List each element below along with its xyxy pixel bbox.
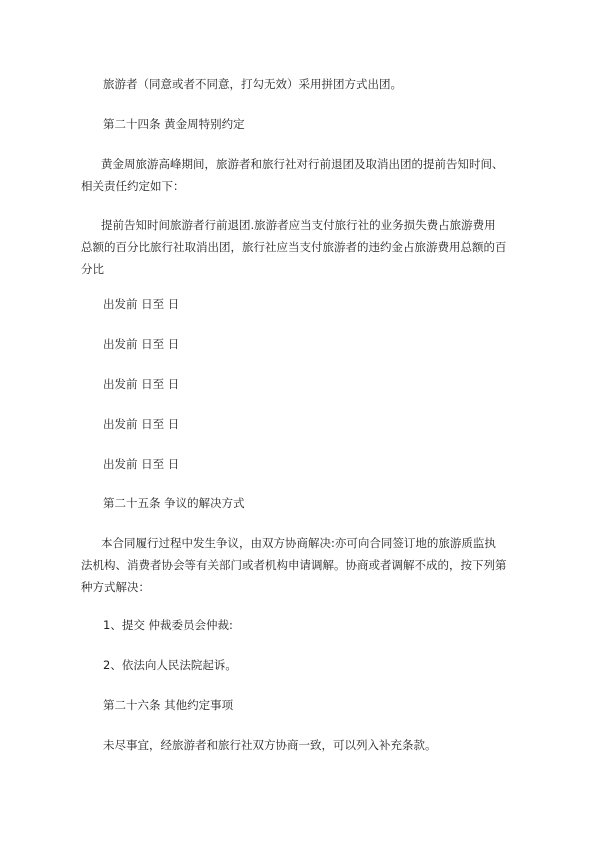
article-25-heading: 第二十五条 争议的解决方式 [103,496,245,510]
departure-line: 出发前 日至 日 [103,417,180,431]
paragraph-line: 本合同履行过程中发生争议，由双方协商解决:亦可向合同签订地的旅游质监执 [101,536,496,550]
article-26-paragraph: 未尽事宜，经旅游者和旅行社双方协商一致，可以列入补充条款。 [103,738,437,752]
article-25-option-1: 1、提交 仲裁委员会仲裁: [103,618,233,632]
article-25-option-2: 2、依法向人民法院起诉。 [103,658,237,672]
article-24-paragraph-2 [81,214,507,280]
article-24-heading: 第二十四条 黄金周特别约定 [103,117,245,131]
article-26-heading: 第二十六条 其他约定事项 [103,698,234,712]
article-24-paragraph-1 [81,153,504,197]
departure-line: 出发前 日至 日 [103,337,180,351]
paragraph-line: 总额的百分比旅行社取消出团，旅行社应当支付旅游者的违约金占旅游费用总额的百 [81,240,507,254]
paragraph-line: 法机构、消费者协会等有关部门或者机构申请调解。协商或者调解不成的，按下列第 [81,558,507,572]
paragraph-line: 黄金周旅游高峰期间，旅游者和旅行社对行前退团及取消出团的提前告知时间、 [101,157,504,171]
departure-line: 出发前 日至 日 [103,457,180,471]
paragraph-line: 相关责任约定如下： [81,179,185,193]
paragraph-line: 分比 [81,262,104,276]
paragraph-line: 提前告知时间旅游者行前退团.旅游者应当支付旅行社的业务损失费占旅游费用 [101,218,496,232]
article-25-paragraph [81,532,507,598]
departure-line: 出发前 日至 日 [103,377,180,391]
departure-line: 出发前 日至 日 [103,297,180,311]
intro-line: 旅游者（同意或者不同意，打勾无效）采用拼团方式出团。 [103,77,402,91]
paragraph-line: 种方式解决： [81,580,150,594]
